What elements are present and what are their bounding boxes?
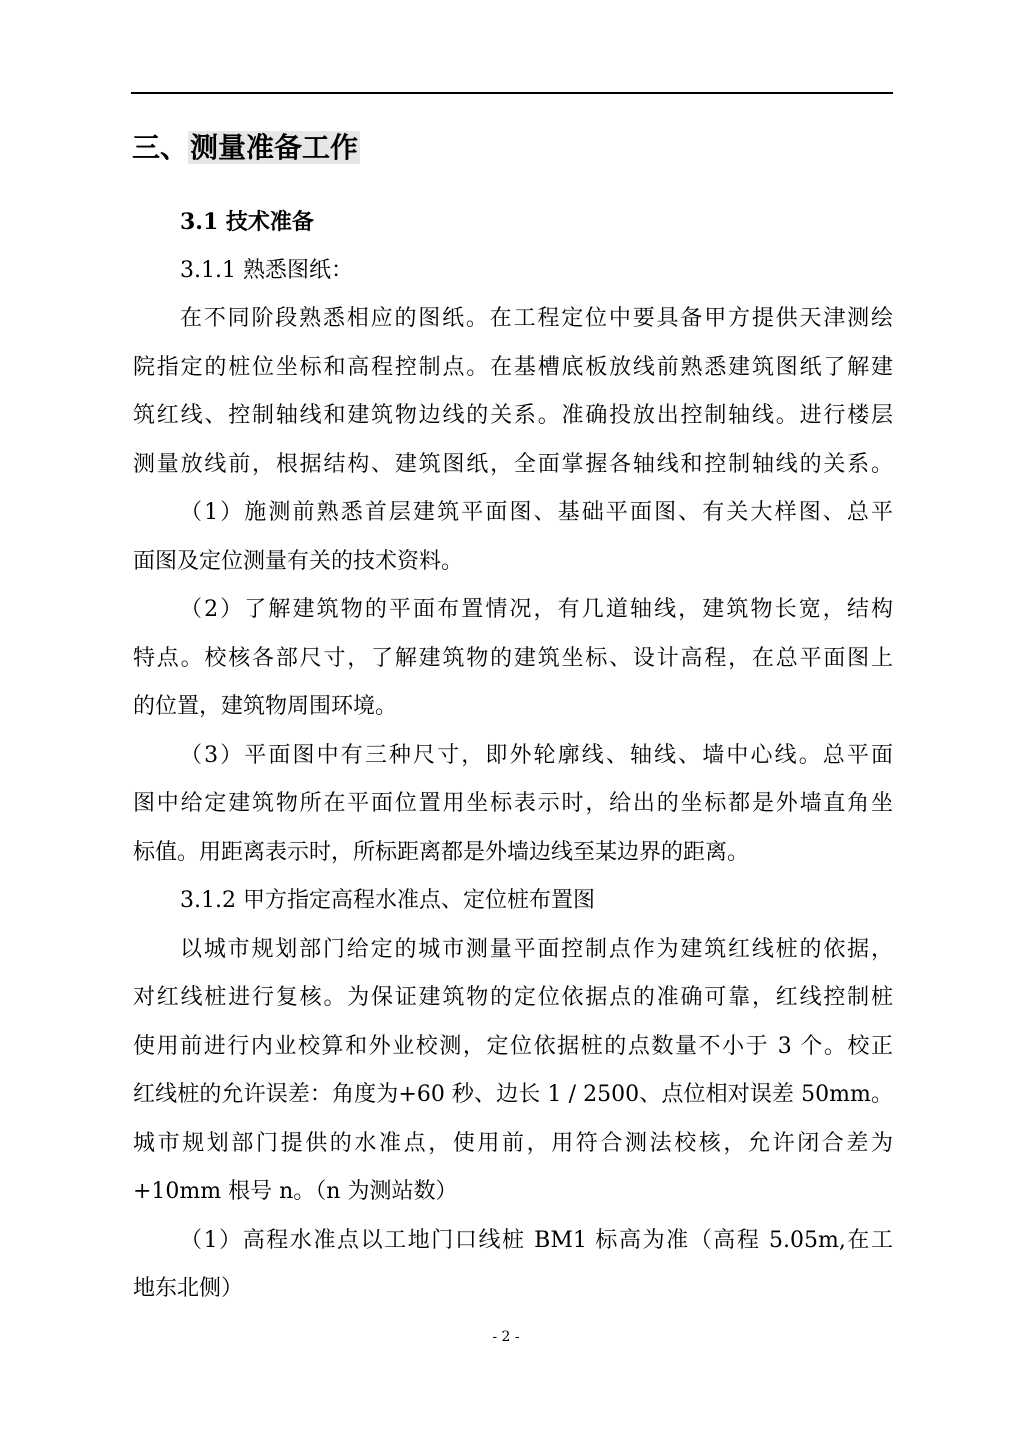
page-number: - 2 - (492, 1329, 520, 1345)
subsection-heading: 3.1.2 甲方指定高程水准点、定位桩布置图 (180, 888, 595, 913)
document-body (133, 198, 893, 1314)
paragraph-line: 院指定的桩位坐标和高程控制点。在基槽底板放线前熟悉建筑图纸了解建 (133, 354, 893, 380)
paragraph-line: +10mm 根号 n。（n 为测站数） (133, 1179, 458, 1204)
paragraph-line: 对红线桩进行复核。为保证建筑物的定位依据点的准确可靠，红线控制桩 (133, 985, 893, 1010)
list-item-line: 面图及定位测量有关的技术资料。 (133, 548, 464, 574)
chapter-title: 测量准备工作 (190, 131, 359, 164)
paragraph-line: 红线桩的允许误差：角度为+60 秒、边长 1 / 2500、点位相对误差 50mm。 (133, 1082, 893, 1107)
paragraph-line: 城市规划部门提供的水准点，使用前，用符合测法校核，允许闭合差为 (133, 1130, 893, 1156)
list-item-line: 标值。用距离表示时，所标距离都是外墙边线至某边界的距离。 (133, 839, 750, 865)
header-rule (131, 92, 893, 94)
list-item-line: 的位置，建筑物周围环境。 (133, 694, 398, 719)
list-item-line: 特点。校核各部尺寸，了解建筑物的建筑坐标、设计高程，在总平面图上 (133, 645, 893, 671)
paragraph-line: 测量放线前，根据结构、建筑图纸，全面掌握各轴线和控制轴线的关系。 (133, 451, 893, 477)
chapter-heading (132, 128, 360, 168)
paragraph-line: 使用前进行内业校算和外业校测，定位依据桩的点数量不小于 3 个。校正 (133, 1033, 893, 1059)
list-item-line: （3）平面图中有三种尺寸，即外轮廓线、轴线、墙中心线。总平面 (180, 742, 893, 768)
list-item-line: （1）高程水准点以工地门口线桩 BM1 标高为准（高程 5.05m,在工 (180, 1227, 893, 1253)
section-heading: 3.1 技术准备 (180, 209, 314, 235)
list-item-line: （2）了解建筑物的平面布置情况，有几道轴线，建筑物长宽，结构 (180, 597, 893, 622)
list-item-line: （1）施测前熟悉首层建筑平面图、基础平面图、有关大样图、总平 (180, 500, 893, 525)
subsection-heading: 3.1.1 熟悉图纸： (180, 257, 353, 283)
list-item-line: 地东北侧） (133, 1276, 244, 1301)
paragraph-line: 以城市规划部门给定的城市测量平面控制点作为建筑红线桩的依据， (180, 936, 893, 962)
paragraph-line: 筑红线、控制轴线和建筑物边线的关系。准确投放出控制轴线。进行楼层 (133, 403, 893, 428)
list-item-line: 图中给定建筑物所在平面位置用坐标表示时，给出的坐标都是外墙直角坐 (133, 791, 893, 816)
paragraph-line: 在不同阶段熟悉相应的图纸。在工程定位中要具备甲方提供天津测绘 (180, 306, 893, 331)
chapter-prefix: 三、 (132, 131, 189, 164)
